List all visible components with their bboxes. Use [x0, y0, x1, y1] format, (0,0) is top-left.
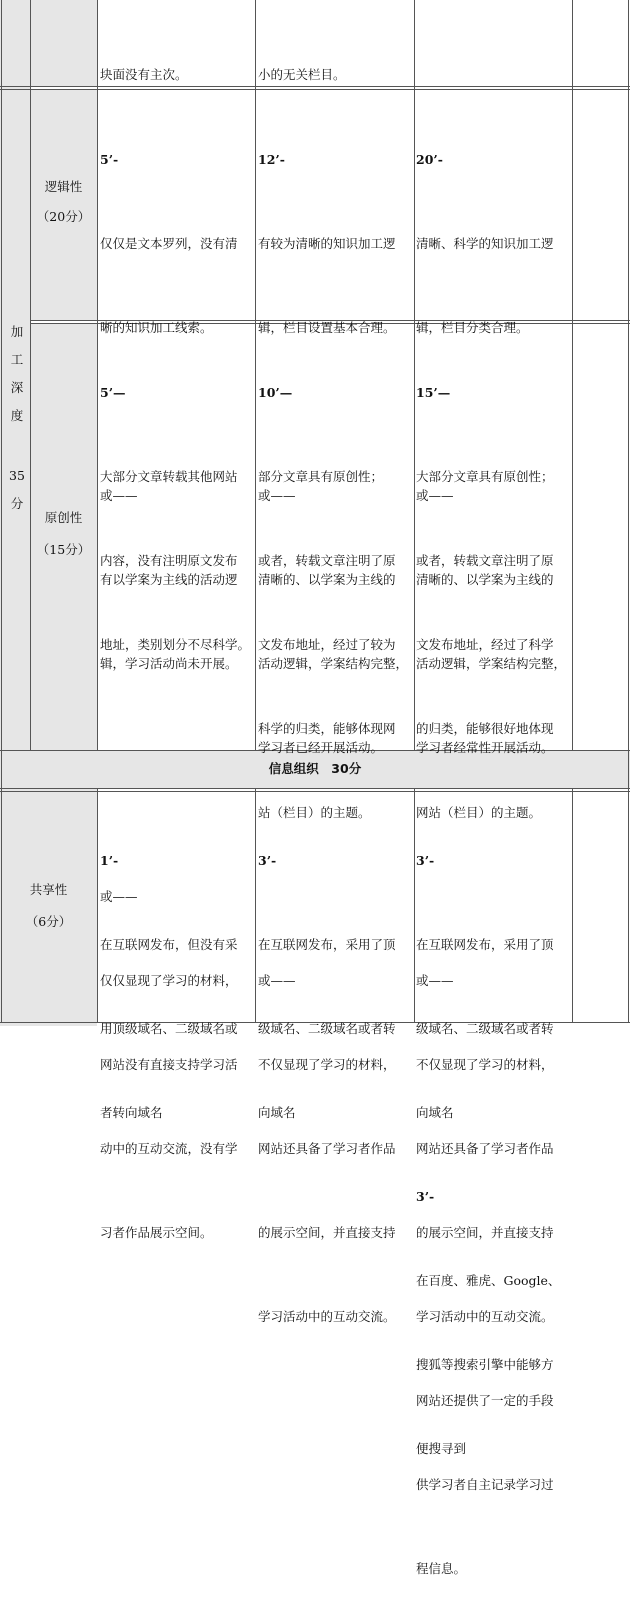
cell-line: 程信息。	[416, 1561, 467, 1576]
cell-line: 便搜寻到	[416, 1441, 467, 1456]
category-char: 度	[10, 408, 24, 423]
cell-line	[100, 715, 254, 743]
cell-line: 或——	[416, 488, 454, 503]
cell-line: 网站还具备了学习者作品	[416, 1141, 554, 1156]
cell-line: 用顶级域名、二级域名或	[100, 1021, 238, 1036]
criterion-points: （6分）	[25, 914, 72, 929]
vline	[255, 0, 256, 750]
cell-line: 或——	[258, 488, 296, 503]
cell-line: 学习者经常性开展活动。	[416, 740, 554, 755]
cell-line: 的展示空间，并直接支持	[416, 1225, 554, 1240]
cell-line: 地址，类别划分不尽科学。	[100, 637, 251, 652]
cell-line: 学习者已经开展活动。	[258, 740, 384, 755]
cell-line: 网站没有直接支持学习活	[100, 1057, 238, 1072]
score-label: 15’—	[416, 385, 451, 400]
cell-line: 习者作品展示空间。	[100, 1225, 213, 1240]
cell-line: 在百度、雅虎、Google、	[416, 1273, 561, 1288]
cell-line: 或——	[258, 973, 296, 988]
criterion-points: （15分）	[36, 542, 91, 557]
cell-line: 辑，学习活动尚未开展。	[100, 656, 238, 671]
cell-line: 小的无关栏目。	[258, 67, 346, 82]
vline	[255, 789, 256, 1023]
cell-line: 的展示空间，并直接支持	[258, 1225, 396, 1240]
criterion-name: 逻辑性	[44, 179, 83, 194]
cell-line: 在互联网发布，但没有采	[100, 937, 238, 952]
cell-line: 清晰、科学的知识加工逻	[416, 236, 554, 251]
cell-line: 不仅显现了学习的材料，	[416, 1057, 554, 1072]
cell-line: 网站还提供了一定的手段	[416, 1393, 554, 1408]
cell-line: 大部分文章转载其他网站	[100, 469, 238, 484]
cell-line: 晰的知识加工线索。	[100, 320, 213, 335]
cell-line: 文发布地址，经过了较为	[258, 637, 396, 652]
cell-line: 向域名	[416, 1105, 454, 1120]
vline	[628, 0, 629, 1023]
cell-line: 块面没有主次。	[100, 67, 188, 82]
vline	[572, 0, 573, 750]
category-char: 加	[10, 324, 24, 339]
cell-line: 活动逻辑，学案结构完整，	[258, 656, 409, 671]
criterion-logic	[30, 172, 97, 232]
criterion-originality	[30, 502, 97, 566]
criterion-sharing	[0, 874, 97, 938]
gray-top-left	[0, 0, 97, 87]
cell-line: 或——	[100, 488, 138, 503]
cell-line: 仅仅是文本罗列，没有清	[100, 236, 238, 251]
cell-line: 站（栏目）的主题。	[258, 805, 371, 820]
cell-line: 或——	[416, 973, 454, 988]
cell-line: 辑，栏目设置基本合理。	[258, 320, 396, 335]
score-label: 5’-	[100, 152, 119, 167]
cell-line: 科学的归类，能够体现网	[258, 721, 396, 736]
vline	[97, 789, 98, 1023]
category-points: 35	[9, 468, 25, 483]
score-label: 3’-	[258, 853, 277, 868]
cell-line: 级域名、二级域名或者转	[258, 1021, 396, 1036]
cell-line: 级域名、二级域名或者转	[416, 1021, 554, 1036]
score-label: 3’-	[416, 853, 435, 868]
cell-line: 活动逻辑，学案结构完整，	[416, 656, 567, 671]
cell-line: 部分文章具有原创性；	[258, 469, 384, 484]
cell-line: 者转向域名	[100, 1105, 163, 1120]
criterion-name: 共享性	[29, 882, 68, 897]
cell-line: 学习活动中的互动交流。	[258, 1309, 396, 1324]
score-label: 12’-	[258, 152, 285, 167]
score-label: 10’—	[258, 385, 293, 400]
cell-line: 文发布地址，经过了科学	[416, 637, 554, 652]
cell-sharing-high	[416, 791, 572, 1491]
vline	[572, 789, 573, 1023]
score-label: 5’—	[100, 385, 126, 400]
vline	[97, 0, 98, 750]
cell-line: 或者，转载文章注明了原	[258, 553, 396, 568]
cell-line: 有较为清晰的知识加工逻	[258, 236, 396, 251]
cell-line: 向域名	[258, 1105, 296, 1120]
criterion-name: 原创性	[44, 510, 83, 525]
cell-line: 仅仅显现了学习的材料，	[100, 973, 238, 988]
cell-line: 或——	[100, 889, 138, 904]
cell-line: 内容，没有注明原文发布	[100, 553, 238, 568]
category-char: 工	[10, 352, 24, 367]
cell-line: 清晰的、以学案为主线的	[416, 572, 554, 587]
cell-line: 在互联网发布，采用了顶	[258, 937, 396, 952]
category-char: 深	[10, 380, 24, 395]
cell-line: 有以学案为主线的活动逻	[100, 572, 238, 587]
score-label: 20’-	[416, 152, 443, 167]
cell-line: 清晰的、以学案为主线的	[258, 572, 396, 587]
category-unit: 分	[10, 496, 24, 511]
cell-line: 网站还具备了学习者作品	[258, 1141, 396, 1156]
cell-line: 动中的互动交流，没有学	[100, 1141, 238, 1156]
score-label: 1’-	[100, 853, 119, 868]
cell-sharing-mid	[258, 791, 413, 1155]
score-label: 3’-	[416, 1189, 435, 1204]
cell-line: 不仅显现了学习的材料，	[258, 1057, 396, 1072]
cell-line: 学习活动中的互动交流。	[416, 1309, 554, 1324]
cell-line: 大部分文章具有原创性；	[416, 469, 554, 484]
cell-line: 辑，栏目分类合理。	[416, 320, 529, 335]
criterion-points: （20分）	[36, 209, 91, 224]
cell-line: 的归类，能够很好地体现	[416, 721, 554, 736]
section-band-title: 信息组织 30分	[268, 761, 362, 776]
cell-line: 供学习者自主记录学习过	[416, 1477, 554, 1492]
cell-line: 在互联网发布，采用了顶	[416, 937, 554, 952]
vline	[414, 0, 415, 750]
vline	[414, 789, 415, 1023]
cell-line: 或者，转载文章注明了原	[416, 553, 554, 568]
cell-sharing-low	[100, 791, 254, 1155]
cell-line: 搜狐等搜索引擎中能够方	[416, 1357, 554, 1372]
cell-line: 网站（栏目）的主题。	[416, 805, 542, 820]
